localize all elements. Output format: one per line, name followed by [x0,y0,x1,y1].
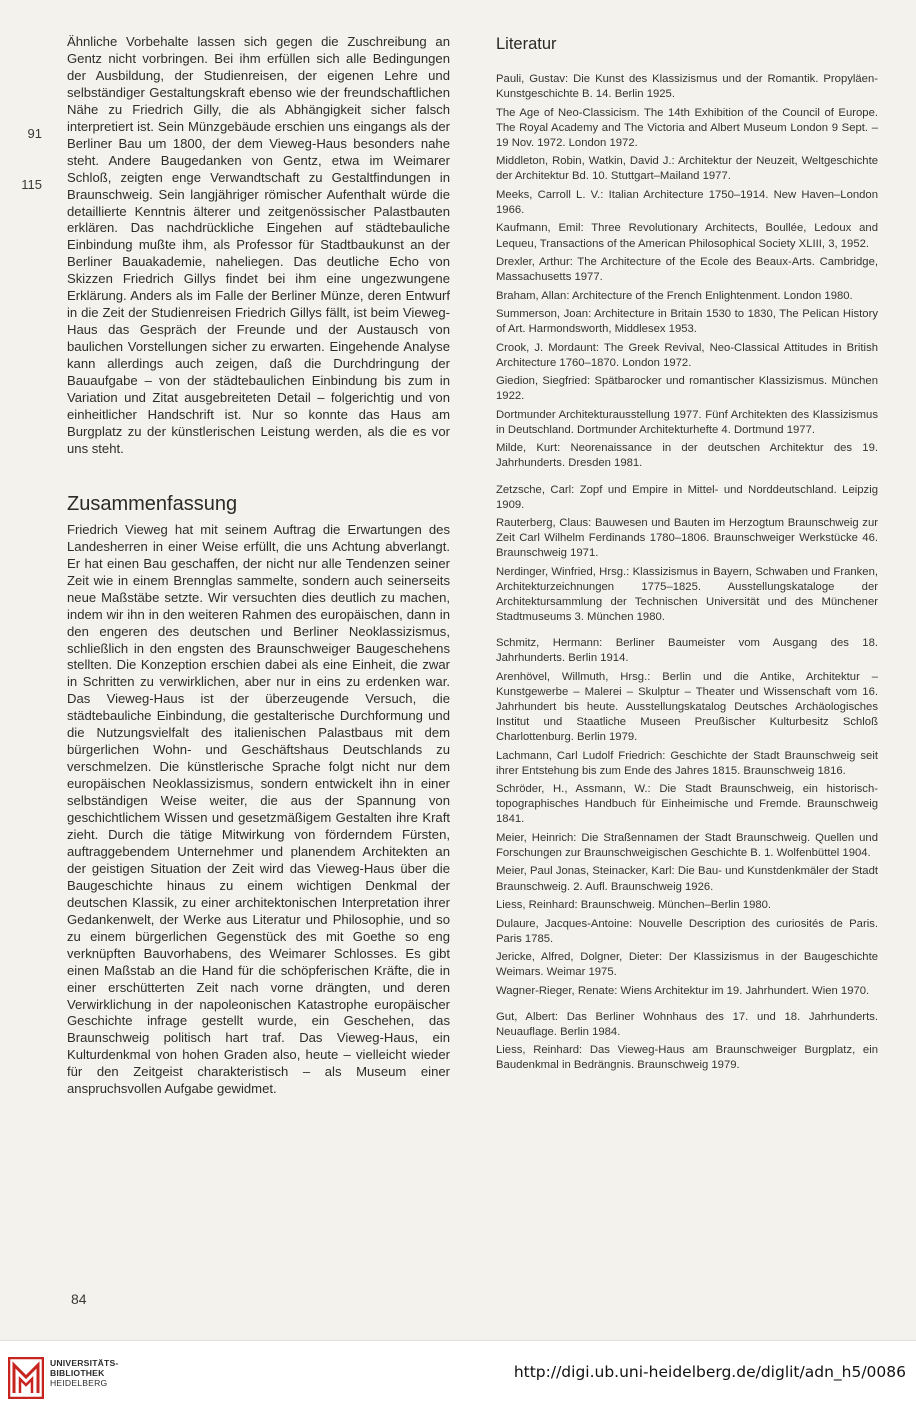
reference-entry: Giedion, Siegfried: Spätbarocker und romantischer Klassizismus. München 1922. [496,375,878,403]
reference-entry: Dulaure, Jacques-Antoine: Nouvelle Description des curiosités de Paris. Paris 1785. [496,917,878,945]
reference-entry: Gut, Albert: Das Berliner Wohnhaus des 17. und 18. Jahrhunderts. Neuauflage. Berlin 1984. [496,1010,878,1038]
library-name-line: UNIVERSITÄTS- [50,1358,119,1368]
library-logo-icon [8,1357,44,1399]
reference-entry: Meeks, Carroll L. V.: Italian Architecture 1750–1914. New Haven–London 1966. [496,188,878,216]
reference-entry: Liess, Reinhard: Das Vieweg-Haus am Braunschweiger Burgplatz, ein Baudenkmal in Bedrängnis. Braunschweig 1979. [496,1044,878,1072]
reference-entry: Wagner-Rieger, Renate: Wiens Architektur im 19. Jahrhundert. Wien 1970. [496,984,870,997]
literature-heading: Literatur [496,35,557,53]
reference-entry: Drexler, Arthur: The Architecture of the Ecole des Beaux-Arts. Cambridge, Massachusetts 1977. [496,255,878,284]
library-name-line: BIBLIOTHEK [50,1368,105,1379]
margin-number: 115 [21,177,42,192]
reference-entry: Schröder, H., Assmann, W.: Die Stadt Braunschweig, ein historisch-topographisches Handbuch für Einheimische und Fremde. Braunschweig 1841. [496,783,878,826]
reference-entry: Crook, J. Mordaunt: The Greek Revival, Neo-Classical Attitudes in British Architecture 1760–1870. London 1972. [496,341,878,369]
reference-entry: Lachmann, Carl Ludolf Friedrich: Geschichte der Stadt Braunschweig seit ihrer Entstehung bis zum Ende des Jahres 1815. Braunschweig 1816. [496,749,878,777]
margin-number: 91 [27,126,42,141]
reference-entry: Jericke, Alfred, Dolgner, Dieter: Der Klassizismus in der Baugeschichte Weimars. Weimar 1975. [496,951,878,979]
section-heading: Zusammenfassung [67,492,238,515]
main-text-column [67,34,450,1098]
library-name-line: HEIDELBERG [50,1378,108,1389]
reference-entry: Rauterberg, Claus: Bauwesen und Bauten im Herzogtum Braunschweig zur Zeit Carl Wilhelm Ferdinands 1780–1806. Braunschweiger Werkstücke 46. Braunschweig 1971. [496,517,878,560]
reference-entry: Zetzsche, Carl: Zopf und Empire in Mittel- und Norddeutschland. Leipzig 1909. [496,483,878,511]
reference-entry: Summerson, Joan: Architecture in Britain 1530 to 1830, The Pelican History of Art. Harmondsworth, Middlesex 1953. [496,308,878,336]
library-name [50,1358,119,1389]
reference-entry: Pauli, Gustav: Die Kunst des Klassizismus und der Romantik. Propyläen-Kunstgeschichte B. 14. Berlin 1925. [496,73,878,101]
literature-column [496,34,878,1077]
summary-paragraph: Friedrich Vieweg hat mit seinem Auftrag die Erwartungen des Landesherren in einer Weise erfüllt, die uns Achtung abverlangt. Er hat einen Bau geschaffen, der nicht nur alle Tendenzen seiner Zeit wie in einem Brennglas sammelte, sondern auch seinerseits neue Maßstäbe setzte. Wir versuchten dies deutlich zu machen, indem wir ihn in den weiteren Rahmen des europäischen, dann in den engeren des deutschen und Berliner Neoklassizismus, schließlich in den engsten des Braunschweiger Baugeschehens stellten. Die Konzeption erschien dabei als eine Einheit, die zwar in Schritten zu verwirklichen, aber nur in eins zu erdenken war. Das Vieweg-Haus ist der überzeugende Versuch, die städtebauliche Einbindung, die gestalterische Durchformung und die Nutzungsvielfalt des italienischen Palastbaus mit dem bürgerlichen Wohn- und Geschäftshaus Deutschlands zu verschmelzen. Die künstlerische Sprache folgt nicht nur dem europäischen Neoklassizismus, sondern entwickelt ihn in einer selbständigen Weise weiter, die aus der Spannung von geschichtlichem Wissen und gesetzmäßigem Gestalten ihre Kraft zieht. Durch die tätige Mitwirkung von förderndem Fürsten, auftraggebendem Unternehmer und planendem Architekten an der geistigen Situation der Zeit wird das Vieweg-Haus über die Baugeschichte hinaus zu einem wichtigen Denkmal der deutschen Klassik, zu einer architektonischen Interpretation ihrer Gedankenwelt, der Werke aus Literatur und Philosophie, und so zu einem bürgerlichen Gegenstück des mit Goethe so eng verknüpften Bauvorhabens, des Weimarer Schlosses. Es gibt einen Maßstab an die Hand für die schöpferischen Kräfte, die in einer erschütterten Zeit nach vorne drängten, und deren Verwirklichung in der napoleonischen Katastrophe europäischer Geschichte infrage gestellt wurde, ein Geschehen, das Braunschweig politisch hart traf. Das Vieweg-Haus, ein Kulturdenkmal von hohen Graden also, heute – vielleicht wieder für den Zeitgeist charakteristisch – als Museum einer anspruchsvollen Aufgabe gewidmet. [67,521,450,1097]
reference-entry: Middleton, Robin, Watkin, David J.: Architektur der Neuzeit, Weltgeschichte der Architektur Bd. 10. Stuttgart–Mailand 1977. [496,155,878,183]
reference-entry: Schmitz, Hermann: Berliner Baumeister vom Ausgang des 18. Jahrhunderts. Berlin 1914. [496,637,878,665]
reference-entry: Liess, Reinhard: Braunschweig. München–Berlin 1980. [496,899,772,912]
reference-entry: Nerdinger, Winfried, Hrsg.: Klassizismus in Bayern, Schwaben und Franken, Architekturzeichnungen 1775–1825. Ausstellungskataloge der Architektursammlung der Technischen Universität und des Münchener Stadtmuseums 3. München 1980. [496,565,878,624]
reference-entry: Braham, Allan: Architecture of the French Enlightenment. London 1980. [496,289,853,302]
viewer-footer [0,1340,916,1414]
reference-entry: Milde, Kurt: Neorenaissance in der deutschen Architektur des 19. Jahrhunderts. Dresden 1981. [496,442,878,470]
reference-entry: Arenhövel, Willmuth, Hrsg.: Berlin und die Antike, Architektur – Kunstgewerbe – Malerei – Skulptur – Theater und Wissenschaft vom 16. Jahrhundert bis heute. Ausstellungskatalog Deutsches Archäologisches Institut und Staatliche Museen Preußischer Kulturbesitz Schloß Charlottenburg. Berlin 1979. [496,670,878,744]
reference-entry: Meier, Paul Jonas, Steinacker, Karl: Die Bau- und Kunstdenkmäler der Stadt Braunschweig. 2. Aufl. Braunschweig 1926. [496,865,878,893]
page-number: 84 [71,1291,87,1307]
reference-entry: The Age of Neo-Classicism. The 14th Exhibition of the Council of Europe. The Royal Academy and The Victoria and Albert Museum London 9 Sept. – 19 Nov. 1972. London 1972. [496,106,878,149]
reference-entry: Dortmunder Architekturausstellung 1977. Fünf Architekten des Klassizismus in Deutschland. Dortmunder Architekturhefte 4. Dortmund 1977. [496,408,878,436]
body-paragraph: Ähnliche Vorbehalte lassen sich gegen die Zuschreibung an Gentz nicht vorbringen. Bei ihm erfüllen sich alle Bedingungen der Ausbildung, der Studienreisen, der eigenen Lehre und selbständiger Gestaltungskraft ebenso wie der freundschaftlichen Nähe zu Friedrich Gilly, die als Abhängigkeit sicher falsch interpretiert ist. Sein Münzgebäude erschien uns eingangs als der Berliner Bau um 1800, der dem Vieweg-Haus besonders nahe steht. Andere Baugedanken von Gentz, etwa im Weimarer Schloß, zeigten enge Verwandtschaft zu Gestaltfindungen in Braunschweig. Sein langjähriger römischer Aufenthalt würde die detaillierte Kenntnis älterer und zeitgenössischer Palastbauten erklären. Das nachdrückliche Eingehen auf städtebauliche Einbindung mußte ihm, als Professor für Stadtbaukunst an der Berliner Bauakademie, naheliegen. Das deutliche Echo von Skizzen Friedrich Gillys findet bei ihm eine ungezwungene Erklärung. Anders als im Falle der Berliner Münze, deren Entwurf in die Zeit der Studienreisen Friedrich Gillys fällt, ist beim Vieweg-Haus das Gespräch der Freunde und der Austausch von baulichen Vorstellungen sicher zu erwarten. Eingehende Analyse kann allerdings auch zeigen, daß die Durchdringung der Bauaufgabe – von der städtebaulichen Einbindung bis zum in Variation und Zitat ausgebreiteten Detail – folgerichtig und von einheitlicher Handschrift ist. Nur so konnte das Haus am Burgplatz zu der künstlerischen Leistung werden, als die es vor uns steht. [67,34,450,456]
permalink-url[interactable]: http://digi.ub.uni-heidelberg.de/diglit/adn_h5/0086 [513,1363,906,1381]
library-logo[interactable] [8,1357,118,1401]
reference-entry: Kaufmann, Emil: Three Revolutionary Architects, Boullée, Ledoux and Lequeu, Transactions of the American Philosophical Society XLIII, 3, 1952. [496,222,878,250]
reference-entry: Meier, Heinrich: Die Straßennamen der Stadt Braunschweig. Quellen und Forschungen zur Braunschweigischen Geschichte B. 1. Wolfenbüttel 1904. [496,831,878,859]
